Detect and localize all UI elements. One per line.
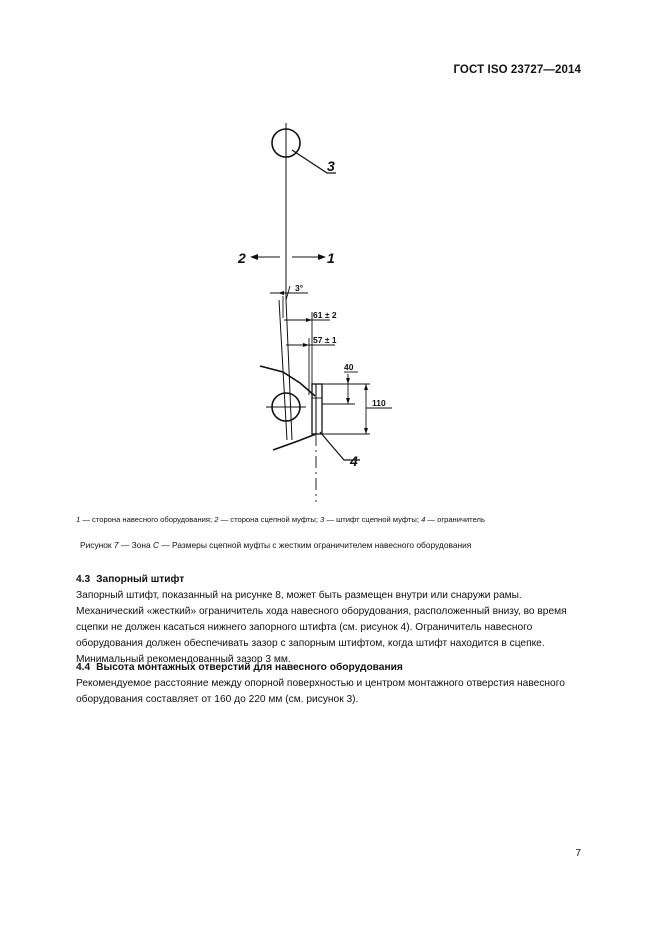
section-heading: 4.3 Запорный штифт	[76, 574, 185, 585]
page-number: 7	[575, 848, 581, 859]
label-2: 2	[238, 250, 246, 266]
label-3: 3	[327, 158, 335, 174]
paragraph: Рекомендуемое расстояние между опорной поверхностью и центром монтажного отверстия навесного оборудования составляет от 160 до 220 мм (см. рисунок 3).	[76, 678, 565, 705]
label-dim-110: 110	[372, 398, 386, 408]
figure-legend: 1 — сторона навесного оборудования; 2 — сторона сцепной муфты; 3 — штифт сцепной муфты; 4 — ограничитель	[76, 515, 485, 524]
label-dim-57: 57 ± 1	[313, 335, 337, 345]
document-header: ГОСТ ISO 23727—2014	[453, 64, 581, 76]
section-heading: 4.4 Высота монтажных отверстий для навесного оборудования	[76, 662, 403, 673]
section-4-4	[76, 660, 582, 708]
arrow-right-icon	[318, 254, 326, 260]
label-dim-40: 40	[344, 362, 354, 372]
label-1: 1	[327, 250, 335, 266]
paragraph: Механический «жесткий» ограничитель хода навесного оборудования, расположенный внизу, во время сцепки не должен касаться нижнего запорного штифта (см. рисунок 4). Ограничитель навесного оборудования должен обеспечивать зазор с запорным штифтом, когда штифт находится в сцепке. Минимальный рекомендованный зазор 3 мм.	[76, 606, 567, 665]
paragraph: Запорный штифт, показанный на рисунке 8, может быть размещен внутри или снаружи рамы.	[76, 590, 522, 601]
arrow-left-icon	[250, 254, 258, 260]
section-4-3	[76, 572, 582, 668]
figure-caption: Рисунок 7 — Зона С — Размеры сцепной муфты с жестким ограничителем навесного оборудования	[80, 540, 472, 550]
label-dim-61: 61 ± 2	[313, 310, 337, 320]
limiter-block	[312, 384, 322, 434]
label-angle: 3°	[295, 283, 304, 293]
label-4: 4	[350, 453, 358, 469]
